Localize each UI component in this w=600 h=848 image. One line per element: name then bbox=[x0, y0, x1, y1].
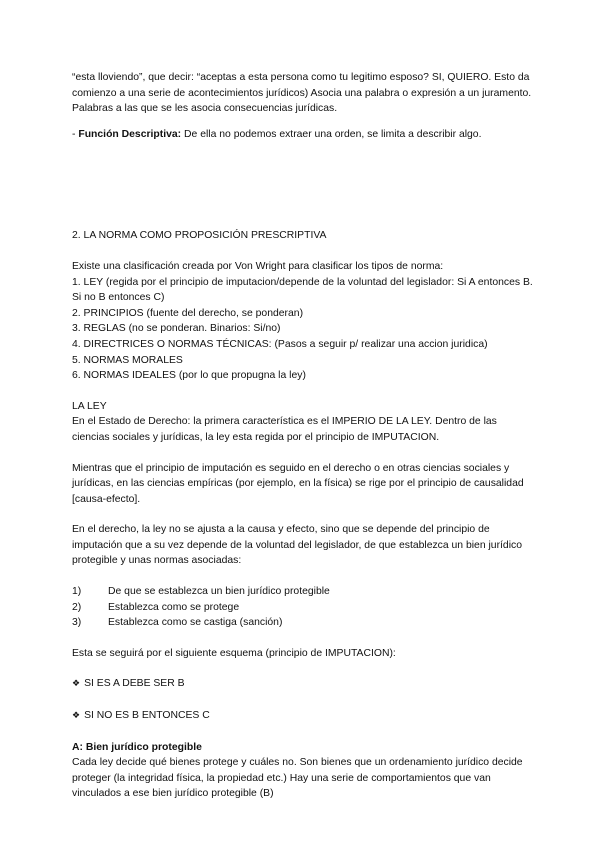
descriptive-function-paragraph bbox=[72, 127, 534, 143]
intro-paragraph: “esta lloviendo”, que decir: “aceptas a esta persona como tu legitimo esposo? SI, QUIERO. Esto da comienzo a una serie de acontecimientos jurídicos) Asocia una palabra o expresión a un juramento. Palabras a las que se les asocia consecuencias jurídicas. bbox=[72, 72, 532, 115]
norm-type-item: 3. REGLAS (no se ponderan. Binarios: Si/no) bbox=[72, 323, 281, 335]
numbered-item bbox=[72, 615, 534, 631]
item-number: 3) bbox=[72, 617, 82, 629]
bien-juridico-heading: A: Bien jurídico protegible bbox=[72, 741, 202, 753]
norm-type-item: 2. PRINCIPIOS (fuente del derecho, se ponderan) bbox=[72, 307, 304, 319]
diamond-bullet-icon: ❖ bbox=[72, 679, 81, 690]
norm-type-item: 1. LEY (regida por el principio de imputacion/depende de la voluntad del legislador: Si A entonces B. Si no B entonces C) bbox=[72, 276, 533, 304]
scheme-text: SI NO ES B ENTONCES C bbox=[84, 710, 210, 722]
numbered-item bbox=[72, 584, 534, 600]
scheme-item bbox=[72, 676, 534, 693]
section-title: 2. LA NORMA COMO PROPOSICIÓN PRESCRIPTIVA bbox=[72, 230, 327, 242]
diamond-bullet-icon: ❖ bbox=[72, 711, 81, 722]
scheme-intro: Esta se seguirá por el siguiente esquema (principio de IMPUTACION): bbox=[72, 647, 396, 659]
desc-text: De ella no podemos extraer una orden, se limita a describir algo. bbox=[181, 128, 482, 140]
norm-type-item: 6. NORMAS IDEALES (por lo que propugna la ley) bbox=[72, 370, 306, 382]
item-text: De que se establezca un bien jurídico protegible bbox=[108, 586, 330, 598]
ley-paragraph: Mientras que el principio de imputación es seguido en el derecho o en otras ciencias sociales y jurídicas, en las ciencias empíricas (por ejemplo, en la física) se rige por el principio de causalidad [causa-efecto]. bbox=[72, 462, 524, 505]
desc-prefix: - bbox=[72, 128, 79, 140]
item-text: Establezca como se castiga (sanción) bbox=[108, 617, 283, 629]
classification-intro: Existe una clasificación creada por Von Wright para clasificar los tipos de norma: bbox=[72, 260, 444, 272]
desc-label: Función Descriptiva: bbox=[78, 128, 182, 140]
item-number: 1) bbox=[72, 586, 82, 598]
scheme-text: SI ES A DEBE SER B bbox=[84, 678, 185, 690]
norm-type-item: 4. DIRECTRICES O NORMAS TÉCNICAS: (Pasos a seguir p/ realizar una accion juridica) bbox=[72, 338, 488, 350]
ley-paragraph: En el derecho, la ley no se ajusta a la causa y efecto, sino que se depende del principio de imputación que a su vez depende de la voluntad del legislador, de que establezca un bien jurídico protegible y unas normas asociadas: bbox=[72, 524, 522, 567]
item-number: 2) bbox=[72, 601, 82, 613]
scheme-item bbox=[72, 708, 534, 725]
numbered-item bbox=[72, 600, 534, 616]
norm-type-item: 5. NORMAS MORALES bbox=[72, 354, 183, 366]
bien-juridico-paragraph: Cada ley decide qué bienes protege y cuáles no. Son bienes que un ordenamiento jurídico decide proteger (la integridad física, la propiedad etc.) Hay una serie de comportamientos que van vinculados a ese bien jurídico protegible (B) bbox=[72, 757, 523, 800]
ley-paragraph: En el Estado de Derecho: la primera característica es el IMPERIO DE LA LEY. Dentro de las ciencias sociales y jurídicas, la ley esta regida por el principio de IMPUTACION. bbox=[72, 416, 497, 443]
item-text: Establezca como se protege bbox=[108, 601, 240, 613]
ley-title: LA LEY bbox=[72, 400, 107, 412]
document-page bbox=[72, 70, 534, 802]
